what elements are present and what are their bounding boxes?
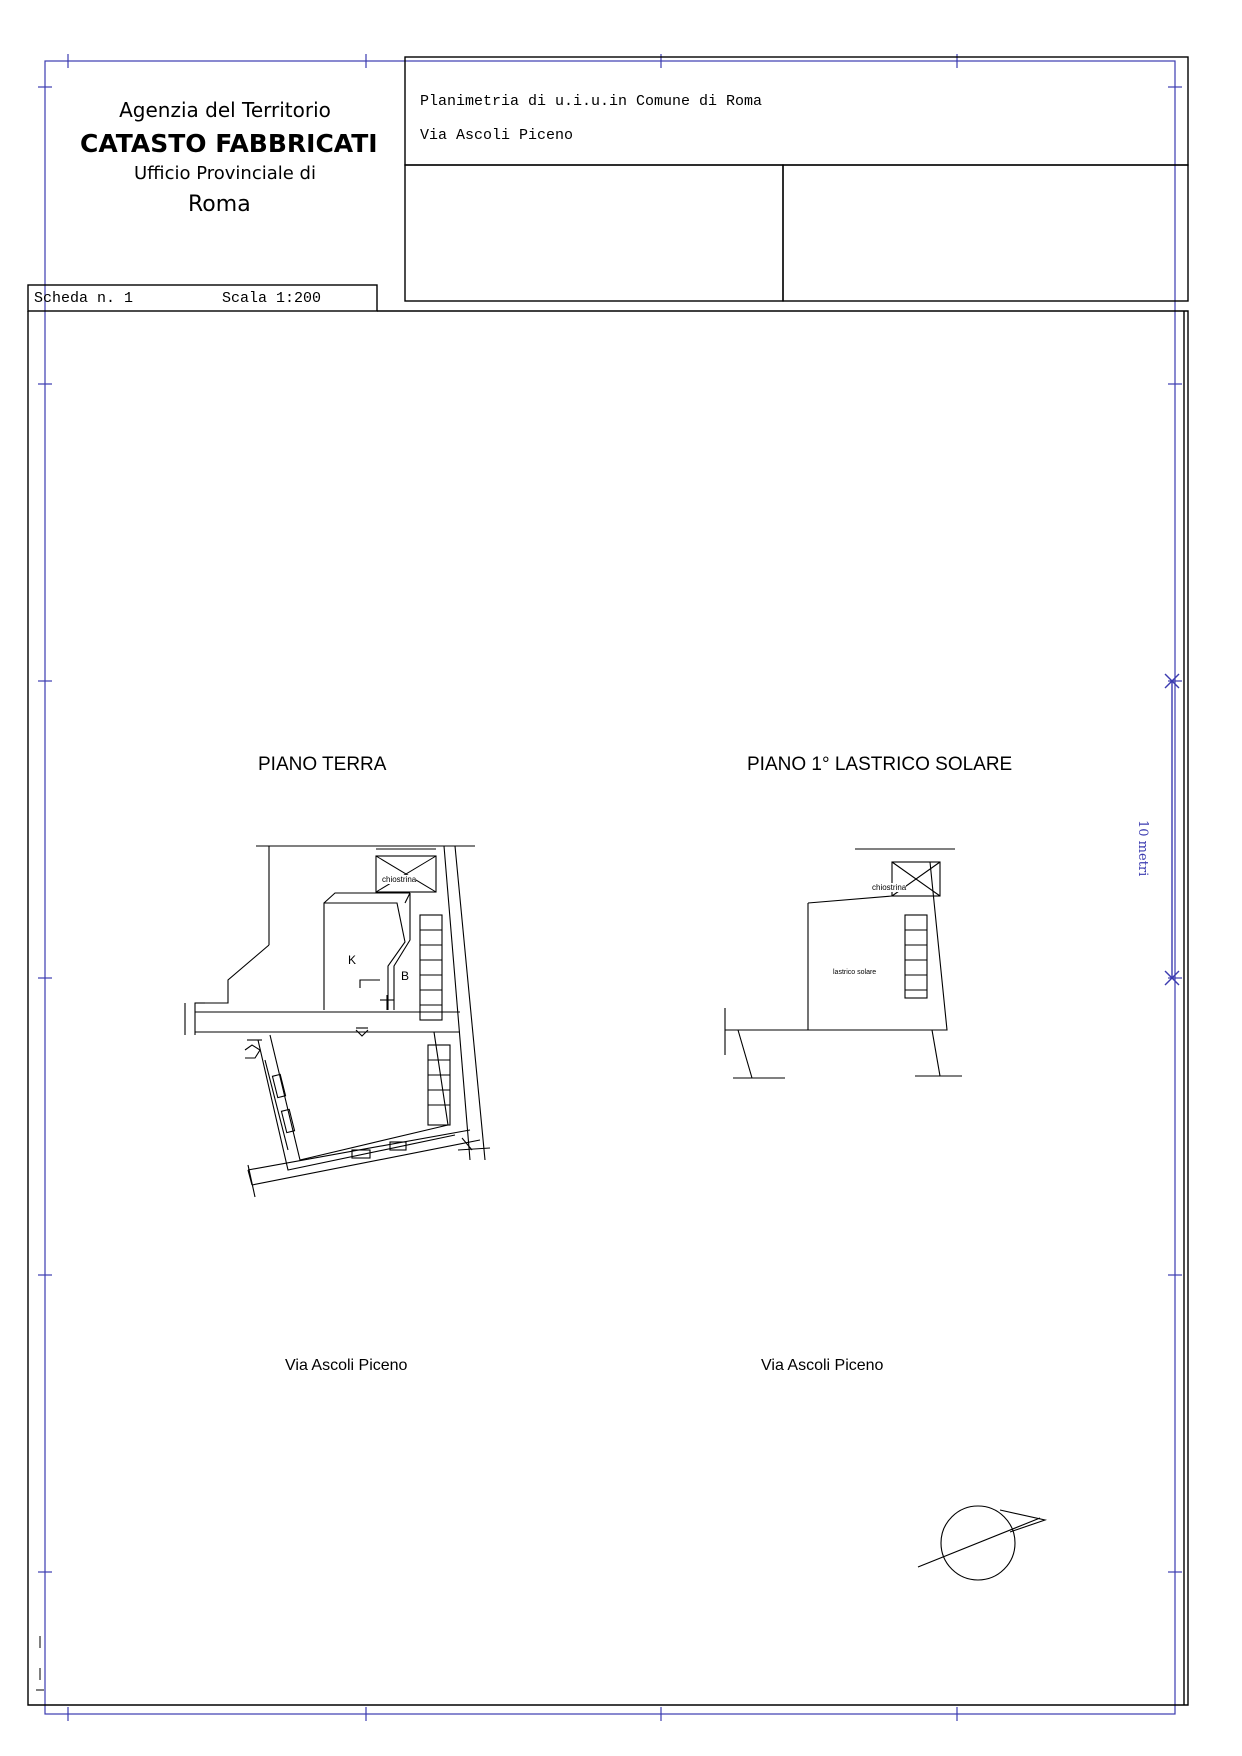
scheda-label: Scheda n. 1 [34, 290, 134, 307]
plan-address: Via Ascoli Piceno [420, 127, 574, 144]
first-floor-title: PIANO 1° LASTRICO SOLARE [747, 754, 1013, 775]
ground-floor-title: PIANO TERRA [258, 754, 387, 775]
blue-outer-frame [38, 54, 1182, 1721]
agency-name: Agenzia del Territorio [119, 98, 331, 122]
ground-street-label: Via Ascoli Piceno [285, 1357, 408, 1374]
city-name: Roma [188, 192, 251, 217]
ground-cistern-label: chiostrina [382, 875, 417, 884]
header-boxes [28, 57, 1188, 1705]
room-b-label: B [401, 969, 410, 983]
scale-bar [1165, 674, 1179, 985]
roof-label: lastrico solare [833, 969, 877, 976]
north-arrow-icon [918, 1506, 1045, 1580]
scala-label: Scala 1:200 [222, 290, 322, 307]
ground-floor-plan [185, 846, 490, 1197]
department-name: CATASTO FABBRICATI [80, 129, 378, 158]
office-name: Ufficio Provinciale di [134, 163, 316, 184]
stray-marks [36, 1636, 44, 1690]
first-floor-plan [725, 849, 962, 1078]
plan-title: Planimetria di u.i.u.in Comune di Roma [420, 93, 763, 110]
room-k-label: K [348, 953, 357, 967]
first-street-label: Via Ascoli Piceno [761, 1357, 884, 1374]
first-cistern-label: chiostrina [872, 883, 907, 892]
ground-cistern-mark [376, 856, 436, 892]
scale-bar-label: 10 metri [1135, 820, 1150, 877]
